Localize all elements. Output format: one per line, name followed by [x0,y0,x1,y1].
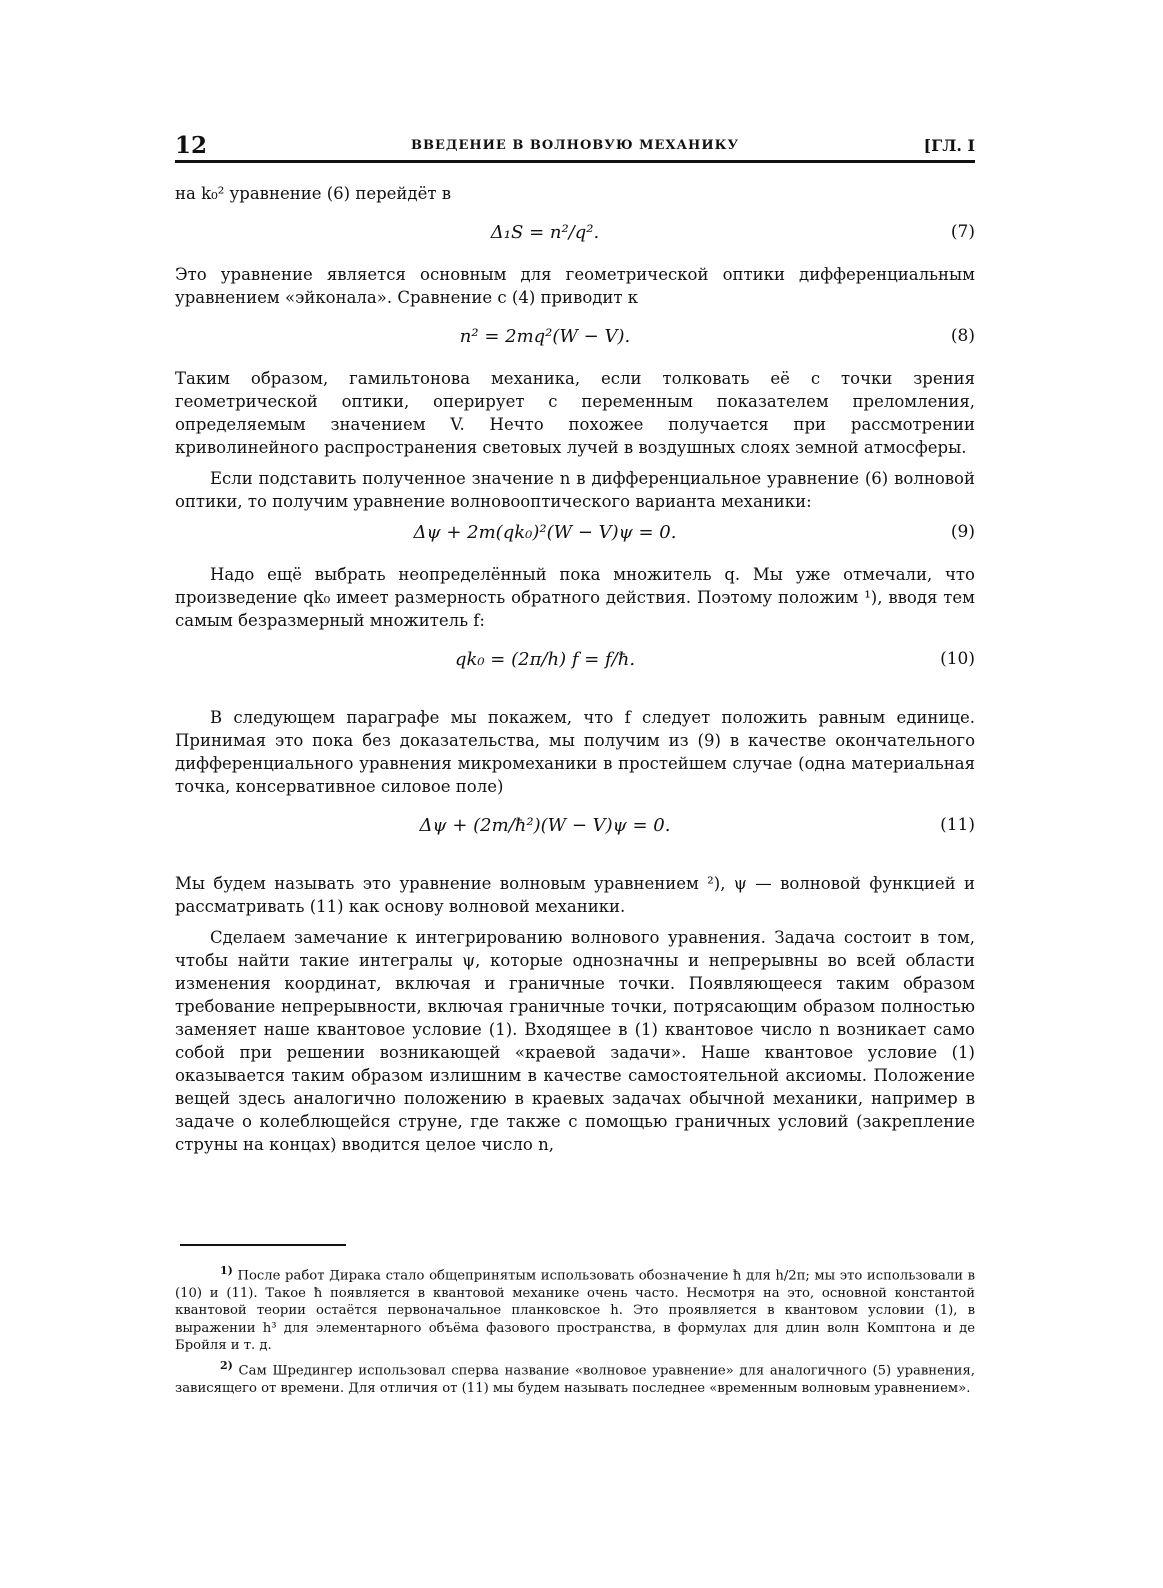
main-text [175,182,975,1164]
paragraph: Мы будем называть это уравнение волновым уравнением ²), ψ — волновой функцией и рассматривать (11) как основу волновой механики. [175,874,975,916]
equation-formula: qk₀ = (2π/h) f = f/ħ. [454,649,636,670]
equation [175,513,975,553]
equation [175,806,975,858]
equation-formula: Δ₁S = n²/q². [490,222,600,243]
footnote-text: После работ Дирака стало общепринятым использовать обозначение ħ для h/2π; мы это использовали в (10) и (11). Такое ħ появляется в квантовой механике очень часто. Несмотря на это, основной константой квантовой теории остаётся первоначальное планковское h. Это проявляется в квантовом условии (1), в выражении h³ для элементарного объёма фазового пространства, в формулах для длин волн Комптона и де Бройля и т. д. [175,1268,975,1354]
equation-number: (10) [940,649,975,669]
equation-number: (9) [950,522,975,542]
paragraph: В следующем параграфе мы покажем, что f следует положить равным единице. Принимая это пока без доказательства, мы получим из (9) в качестве окончательного дифференциального уравнения микромеханики в простейшем случае (одна материальная точка, консервативное силовое поле) [175,708,975,796]
paragraph: Это уравнение является основным для геометрической оптики дифференциальным уравнением «эйконала». Сравнение с (4) приводит к [175,265,975,307]
chapter-label: [ГЛ. I [923,136,975,155]
equation-formula: n² = 2mq²(W − V). [459,326,631,347]
equation [175,317,975,357]
equation-formula: Δψ + 2m(qk₀)²(W − V)ψ = 0. [413,522,677,543]
footnote [175,1357,975,1397]
equation-formula: Δψ + (2m/ħ²)(W − V)ψ = 0. [419,815,671,836]
equation [175,640,975,692]
equation-number: (11) [940,815,975,835]
footnote-divider [180,1244,346,1246]
page-header [175,130,975,163]
equation [175,213,975,253]
footnote-mark: 2) [220,1358,233,1372]
footnotes [175,1262,975,1399]
equation-number: (7) [950,222,975,242]
footnote-text: Сам Шредингер использовал сперва название «волновое уравнение» для аналогичного (5) уравнения, зависящего от времени. Для отличия от (11) мы будем называть последнее «временным волновым уравнением». [175,1363,975,1396]
page-number: 12 [175,132,208,159]
footnote [175,1262,975,1355]
equation-number: (8) [950,326,975,346]
paragraph: на k₀² уравнение (6) перейдёт в [175,184,452,203]
paragraph: Сделаем замечание к интегрированию волнового уравнения. Задача состоит в том, чтобы найти такие интегралы ψ, которые однозначны и непрерывны во всей области изменения координат, включая и граничные точки. Появляющееся таким образом требование непрерывности, включая граничные точки, потрясающим образом полностью заменяет наше квантовое условие (1). Входящее в (1) квантовое число n возникает само собой при решении возникающей «краевой задачи». Наше квантовое условие (1) оказывается таким образом излишним в качестве самостоятельной аксиомы. Положение вещей здесь аналогично положению в краевых задачах обычной механики, например в задаче о колеблющейся струне, где также с помощью граничных условий (закрепление струны на концах) вводится целое число n, [175,928,975,1154]
paragraph: Таким образом, гамильтонова механика, если толковать её с точки зрения геометрической оптики, оперирует с переменным показателем преломления, определяемым значением V. Нечто похожее получается при рассмотрении криволинейного распространения световых лучей в воздушных слоях земной атмосферы. [175,369,975,457]
paragraph: Надо ещё выбрать неопределённый пока множитель q. Мы уже отмечали, что произведение qk₀ имеет размерность обратного действия. Поэтому положим ¹), вводя тем самым безразмерный множитель f: [175,565,975,630]
paragraph: Если подставить полученное значение n в дифференциальное уравнение (6) волновой оптики, то получим уравнение волновооптического варианта механики: [175,469,975,511]
footnote-mark: 1) [220,1264,233,1277]
running-title: ВВЕДЕНИЕ В ВОЛНОВУЮ МЕХАНИКУ [411,138,739,153]
